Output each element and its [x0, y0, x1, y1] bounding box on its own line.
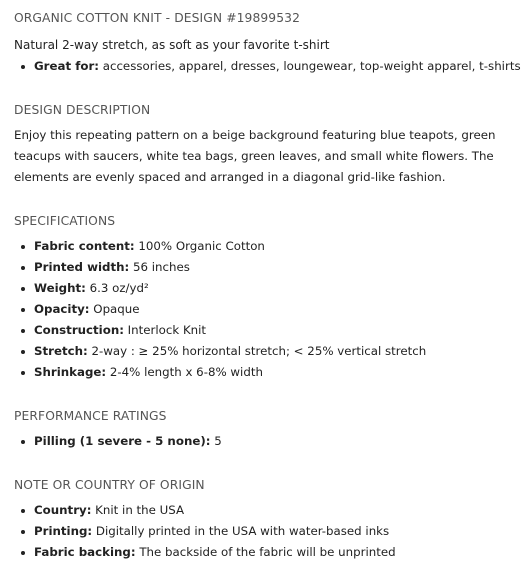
item-label: Weight: — [34, 281, 86, 295]
item-label: Fabric content: — [34, 239, 135, 253]
product-tagline: Natural 2-way stretch, as soft as your favorite t-shirt — [14, 38, 330, 52]
section-heading-specifications: SPECIFICATIONS — [14, 214, 116, 228]
list-item-printing — [14, 521, 514, 542]
specifications-list — [14, 236, 514, 383]
section-heading-origin: NOTE OR COUNTRY OF ORIGIN — [14, 478, 205, 492]
item-label: Printed width: — [34, 260, 130, 274]
feature-list — [14, 56, 521, 77]
origin-list — [14, 500, 514, 563]
section-heading-description: DESIGN DESCRIPTION — [14, 103, 151, 117]
item-value: Knit in the USA — [91, 503, 185, 517]
origin-section — [14, 477, 514, 563]
item-value: 100% Organic Cotton — [134, 239, 265, 253]
list-item-fabric-content — [14, 236, 514, 257]
item-value: 56 inches — [129, 260, 190, 274]
list-item-shrinkage — [14, 362, 514, 383]
list-item-stretch — [14, 341, 514, 362]
product-header-section — [14, 10, 521, 77]
specifications-section — [14, 213, 514, 383]
list-item-country — [14, 500, 514, 521]
item-label: Printing: — [34, 524, 93, 538]
item-value: Digitally printed in the USA with water-based inks — [92, 524, 390, 538]
item-label: Fabric backing: — [34, 545, 136, 559]
item-value: 5 — [210, 434, 222, 448]
section-heading-performance: PERFORMANCE RATINGS — [14, 409, 167, 423]
item-label: Pilling (1 severe - 5 none): — [34, 434, 211, 448]
item-value: 2-way : ≥ 25% horizontal stretch; < 25% vertical stretch — [87, 344, 427, 358]
product-title: ORGANIC COTTON KNIT - DESIGN #19899532 — [14, 11, 300, 25]
item-value: Interlock Knit — [123, 323, 207, 337]
design-description-section — [14, 102, 514, 188]
list-item-weight — [14, 278, 514, 299]
item-label: Shrinkage: — [34, 365, 107, 379]
performance-ratings-section — [14, 408, 514, 452]
list-item-great-for — [14, 56, 521, 77]
item-value: 6.3 oz/yd² — [85, 281, 149, 295]
list-item-opacity — [14, 299, 514, 320]
item-value: 2-4% length x 6-8% width — [106, 365, 263, 379]
item-label: Opacity: — [34, 302, 90, 316]
list-item-pilling — [14, 431, 514, 452]
list-item-construction — [14, 320, 514, 341]
description-text: Enjoy this repeating pattern on a beige background featuring blue teapots, green teacups with saucers, white tea bags, green leaves, and small white flowers. The elements are evenly spaced and arranged in a diagonal grid-like fashion. — [14, 128, 496, 184]
item-label: Country: — [34, 503, 92, 517]
performance-list — [14, 431, 514, 452]
item-value: accessories, apparel, dresses, loungewear, top-weight apparel, t-shirts — [98, 59, 521, 73]
list-item-printed-width — [14, 257, 514, 278]
item-value: The backside of the fabric will be unprinted — [135, 545, 396, 559]
item-value: Opaque — [89, 302, 140, 316]
item-label: Stretch: — [34, 344, 88, 358]
item-label: Great for: — [34, 59, 99, 73]
list-item-fabric-backing — [14, 542, 514, 563]
item-label: Construction: — [34, 323, 124, 337]
